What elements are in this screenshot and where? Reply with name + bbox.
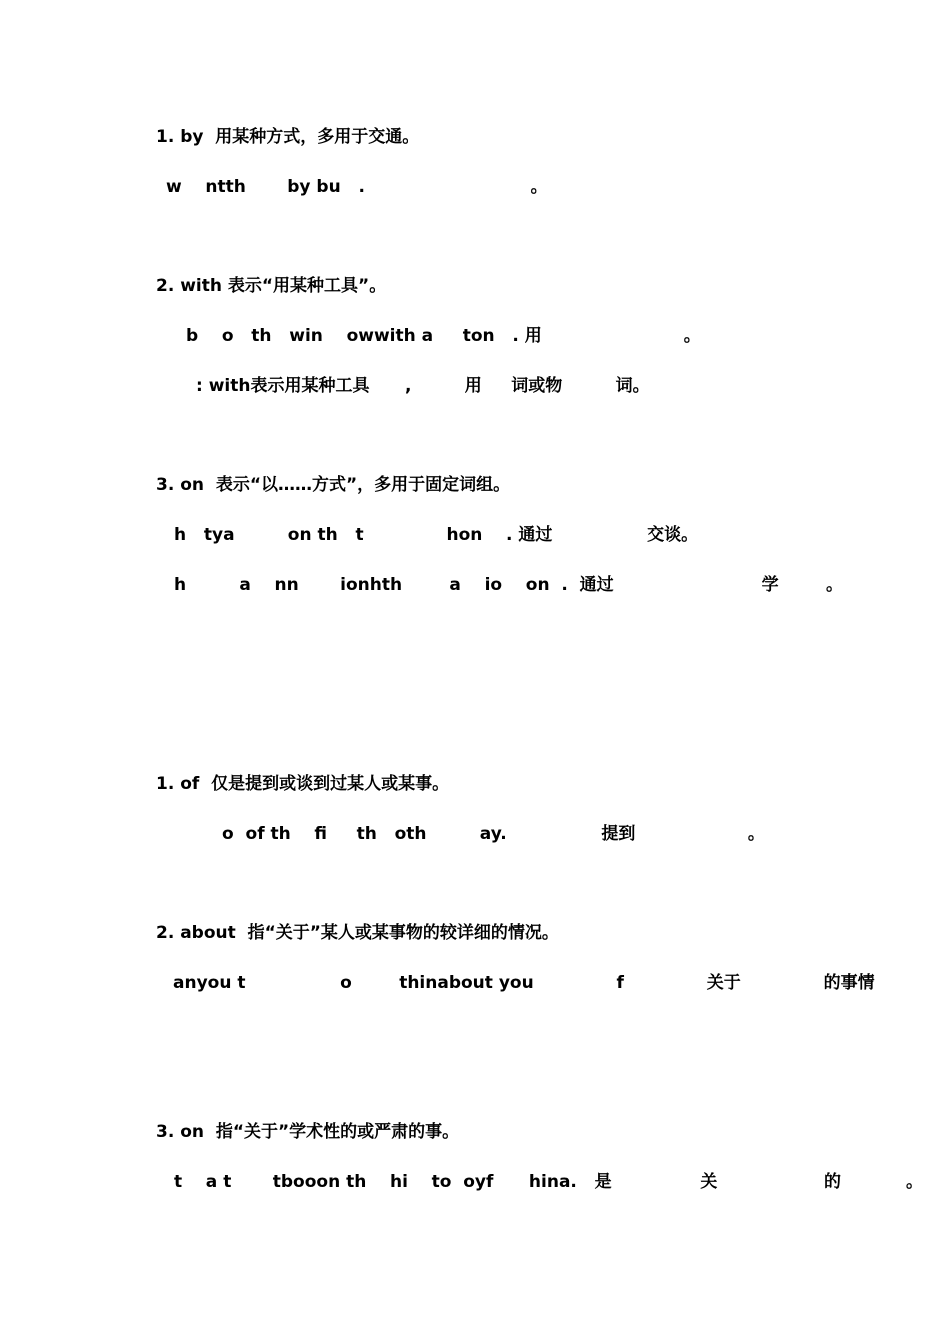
section-b-item1-heading: 1. of 仅是提到或谈到过某人或某事。: [156, 774, 450, 794]
section-b-item3-heading: 3. on 指“关于”学术性的或严肃的事。: [156, 1122, 460, 1142]
section-a-item3-heading: 3. on 表示“以……方式”，多用于固定词组。: [156, 475, 511, 495]
section-a-item1-example: w ntth by bu . 。: [166, 177, 548, 197]
section-b-item3-example: t a t tbooon th hi to oyf hina. 是 关 的 。: [174, 1172, 924, 1192]
section-a-item1-heading: 1. by 用某种方式，多用于交通。: [156, 127, 420, 147]
section-a-item2-heading: 2. with 表示“用某种工具”。: [156, 276, 387, 296]
section-a-item2-example: b o th win owwith a ton . 用 。: [186, 326, 701, 346]
section-a-item3-example1: h tya on th t hon . 通过 交谈。: [174, 525, 699, 545]
section-b-item1-example: o of th fi th oth ay. 提到 。: [222, 824, 765, 844]
section-a-item2-note: : with表示用某种工具 , 用 词或物 词。: [196, 376, 650, 396]
section-b-item2-heading: 2. about 指“关于”某人或某事物的较详细的情况。: [156, 923, 559, 943]
section-a-item3-example2: h a nn ionhth a io on . 通过 学 。: [174, 575, 843, 595]
section-b-item2-example: anyou t o thinabout you f 关于 的事情: [173, 973, 875, 993]
